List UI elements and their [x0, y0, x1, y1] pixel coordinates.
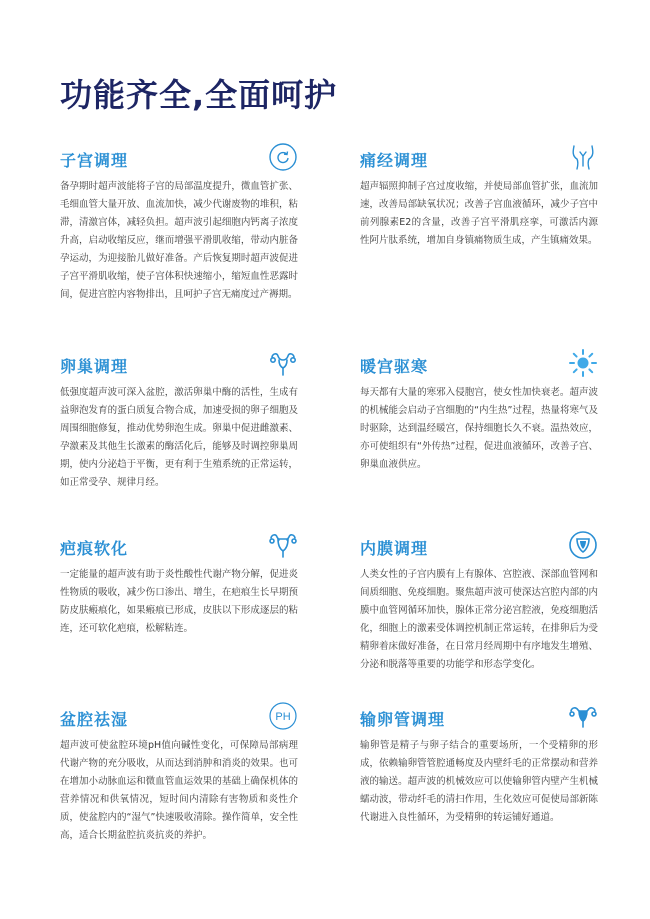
ph-icon-label: PH [275, 711, 291, 723]
card-uterus-care [60, 150, 298, 304]
page-headline: 功能齐全,全面呵护 [60, 76, 338, 114]
card-body: 每天都有大量的寒邪入侵胞宫，使女性加快衰老。超声波的机械能会启动子宫细胞的“内生热”过程，热量将寒气及时驱除，达到温经暖宫，保持细胞长久不衰。温热效应，亦可使组织有“外传热”过程，促进血液循环，改善子宫、卵巢血液供应。 [360, 387, 598, 470]
card-menstrual-pain [360, 150, 598, 250]
sun-icon [568, 348, 598, 378]
card-body: 人类女性的子宫内膜有上有腺体、宫腔液、深部血管网和间质细胞、免疫细胞。聚焦超声波可使深达宫腔内部的内膜中血管网循环加快，腺体正常分泌宫腔液，免疫细胞活化，细胞上的激素受体调控机制正常运转，在排卵后为受精卵着床做好准备，在日常月经周期中有序地发生增殖、分泌和脱落等重要的功能学和形态学变化。 [360, 569, 598, 670]
card-body: 超声辐照抑制子宫过度收缩，并使局部血管扩张，血流加速，改善局部缺氧状况；改善子宫血液循环，减少子宫中前列腺素E2的含量，改善子宫平滑肌痉挛，可激活内源性阿片肽系统，增加自身镇痛物质生成，产生镇痛效果。 [360, 181, 598, 246]
card-title: 暖宫驱寒 [360, 357, 429, 376]
ph-icon [268, 701, 298, 731]
card-warm-uterus [360, 356, 598, 474]
card-body: 输卵管是精子与卵子结合的重要场所，一个受精卵的形成，依赖输卵管管腔通畅度及内壁纤毛的正常摆动和营养液的输送。超声波的机械效应可以使输卵管内壁产生机械蠕动波，带动纤毛的清扫作用，生化效应可促使局部新陈代谢进入良性循环，为受精卵的转运铺好通道。 [360, 740, 598, 823]
fallopian-tube-icon [568, 701, 598, 731]
card-title: 内膜调理 [360, 539, 429, 558]
card-title: 盆腔祛湿 [60, 710, 129, 729]
card-scar-softening [60, 538, 298, 638]
card-title: 输卵管调理 [360, 710, 446, 729]
card-pelvic-dehumidify [60, 709, 298, 845]
card-title: 子宫调理 [60, 151, 129, 170]
endometrium-icon [568, 530, 598, 560]
circular-arrow-icon [268, 142, 298, 172]
uterus-outline-icon [568, 142, 598, 172]
card-title: 卵巢调理 [60, 357, 129, 376]
card-endometrium-care [360, 538, 598, 674]
card-title: 痛经调理 [360, 151, 429, 170]
ovary-icon [268, 348, 298, 378]
card-body: 一定能量的超声波有助于炎性酸性代谢产物分解，促进炎性物质的吸收，减少伤口渗出、增生，在疤痕生长早期预防皮肤瘢痕化，如果瘢痕已形成，皮肤以下形成逐层的粘连，还可软化疤痕，松解粘连。 [60, 569, 298, 634]
card-body: 备孕期时超声波能将子宫的局部温度提升，微血管扩张、毛细血管大量开放、血流加快，减少代谢废物的堆积，粘滞，清激宫体，减轻负担。超声波引起细胞内钙离子浓度升高，启动收缩反应，继而增强平滑肌收缩，带动内脏备孕运动，为迎接胎儿做好准备。产后恢复期时超声波促进子宫平滑肌收缩，使子宫体积快速缩小，缩短血性恶露时间，促进宫腔内容物排出，且呵护子宫无痛度过产褥期。 [60, 181, 298, 300]
card-body: 低强度超声波可深入盆腔，激活卵巢中酶的活性，生成有益卵泡发育的蛋白质复合物合成，加速受损的卵子细胞及周围细胞修复，推动优势卵泡生成。卵巢中促进雌激素、孕激素及其他生长激素的酶活化后，能够及时调控卵巢周期，使内分泌趋于平衡，更有利于生殖系统的正常运转，如正常受孕、规律月经。 [60, 387, 298, 488]
card-fallopian-care [360, 709, 598, 827]
card-title: 疤痕软化 [60, 539, 129, 558]
uterus-icon [268, 530, 298, 560]
card-ovary-care [60, 356, 298, 492]
card-body: 超声波可使盆腔环境pH值向碱性变化，可保障局部病理代谢产物的充分吸收，从而达到消肿和消炎的效果。也可在增加小动脉血运和微血管血运效果的基础上确保机体的营养情况和供氧情况，短时间内清除有害物质和炎性介质，使盆腔内的“湿气”快速吸收清除。操作简单，安全性高，适合长期盆腔抗炎抗炎的养护。 [60, 740, 298, 841]
